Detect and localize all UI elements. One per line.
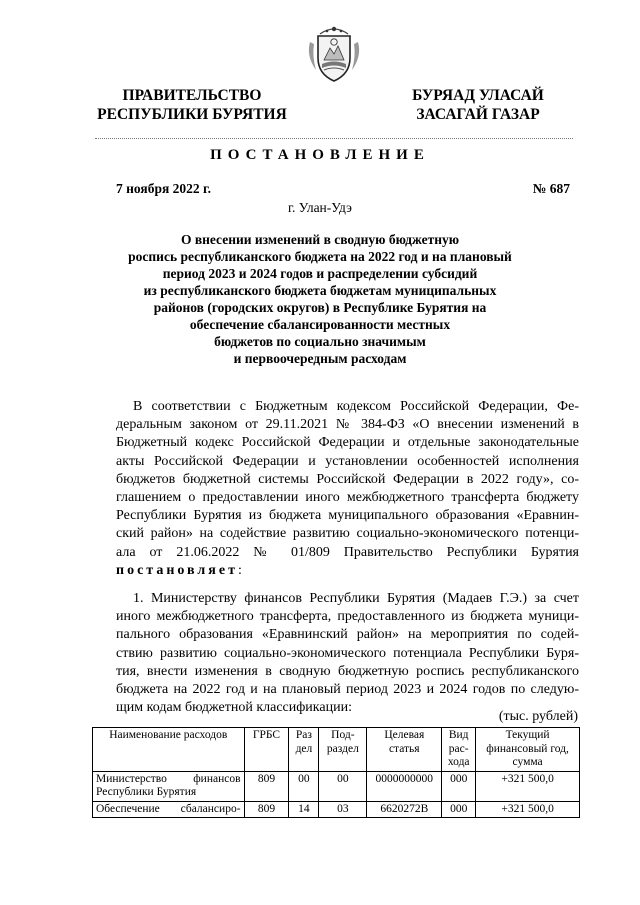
cell-podrazdel: 03: [319, 801, 367, 818]
cell-razdel: 14: [289, 801, 319, 818]
document-city: г. Улан-Удэ: [288, 200, 352, 215]
header-divider: [95, 138, 573, 139]
document-type-title: ПОСТАНОВЛЕНИЕ: [210, 147, 430, 163]
cell-vr: 000: [442, 771, 476, 801]
cell-name: Обеспечение сбалансиро-: [93, 801, 245, 818]
cell-podrazdel: 00: [319, 771, 367, 801]
column-header-razdel: Раз дел: [289, 728, 319, 772]
document-date: 7 ноября 2022 г.: [116, 181, 211, 196]
table-header-row: [93, 728, 580, 772]
cell-name: Министерство финансов Республики Бурятия: [93, 771, 245, 801]
government-name-russian: ПРАВИТЕЛЬСТВО РЕСПУБЛИКИ БУРЯТИЯ: [97, 87, 287, 123]
cell-vr: 000: [442, 801, 476, 818]
cell-csr: 6620272В: [367, 801, 442, 818]
column-header-sum: Текущий финансовый год, сумма: [476, 728, 580, 772]
decree-word: постановляет: [116, 562, 238, 578]
table-row: [93, 801, 580, 818]
document-subject: О внесении изменений в сводную бюджетную роспись республиканского бюджета на 2022 год и на плановый период 2023 и 2024 годов и распределении субсидий из республиканского бюджета бюджетам муниципальных районов (городских округов) в Республике Бурятия на обеспечение сбалансированности местных бюджетов по социально значимым и первоочередным расходам: [128, 232, 512, 366]
table-units-label: (тыс. рублей): [498, 709, 578, 724]
budget-classification-table: [92, 727, 580, 818]
government-name-buryat: БУРЯАД УЛАСАЙ ЗАСАГАЙ ГАЗАР: [412, 87, 544, 123]
column-header-grbs: ГРБС: [244, 728, 289, 772]
coat-of-arms-icon: [302, 22, 366, 84]
cell-grbs: 809: [244, 771, 289, 801]
cell-sum: +321 500,0: [476, 801, 580, 818]
decree-line: постановляет:: [116, 562, 242, 578]
preamble-paragraph: В соответствии с Бюджетным кодексом Российской Федерации, Фе- деральным законом от 29.11.2021 № 384-ФЗ «О внесении изменений в Бюджетный кодекс Российской Федерации и отдельные законодательные акты Российской Федерации и установлении особенностей исполнения бюджетов бюджетной системы Российской Федерации в 2022 году», со- глашением о предоставлении иного межбюджетного трансферта бюджету Республики Бурятия из бюджета муниципального образования «Еравнин- ский район» на содействие развитию социально-экономического потенци- ала от 21.06.2022 № 01/809 Правительство Республики Бурятия постановляет:: [116, 398, 579, 580]
cell-razdel: 00: [289, 771, 319, 801]
clause-1-paragraph: 1. Министерству финансов Республики Бурятия (Мадаев Г.Э.) за счет иного межбюджетного трансферта, предоставленного из бюджета муници- пального образования «Еравнинский район» на мероприятия по содей- ствию развитию социально-экономического потенциала Республики Буря- тия, внести изменения в сводную бюджетную роспись республиканского бюджета на 2022 год и на плановый период 2023 и 2024 годов по следую- щим кодам бюджетной классификации:: [116, 591, 579, 716]
column-header-vr: Вид рас- хода: [442, 728, 476, 772]
document-number: № 687: [532, 181, 570, 196]
column-header-podrazdel: Под- раздел: [319, 728, 367, 772]
column-header-name: Наименование расходов: [93, 728, 245, 772]
table-row: [93, 771, 580, 801]
column-header-csr: Целевая статья: [367, 728, 442, 772]
cell-csr: 0000000000: [367, 771, 442, 801]
cell-grbs: 809: [244, 801, 289, 818]
cell-sum: +321 500,0: [476, 771, 580, 801]
